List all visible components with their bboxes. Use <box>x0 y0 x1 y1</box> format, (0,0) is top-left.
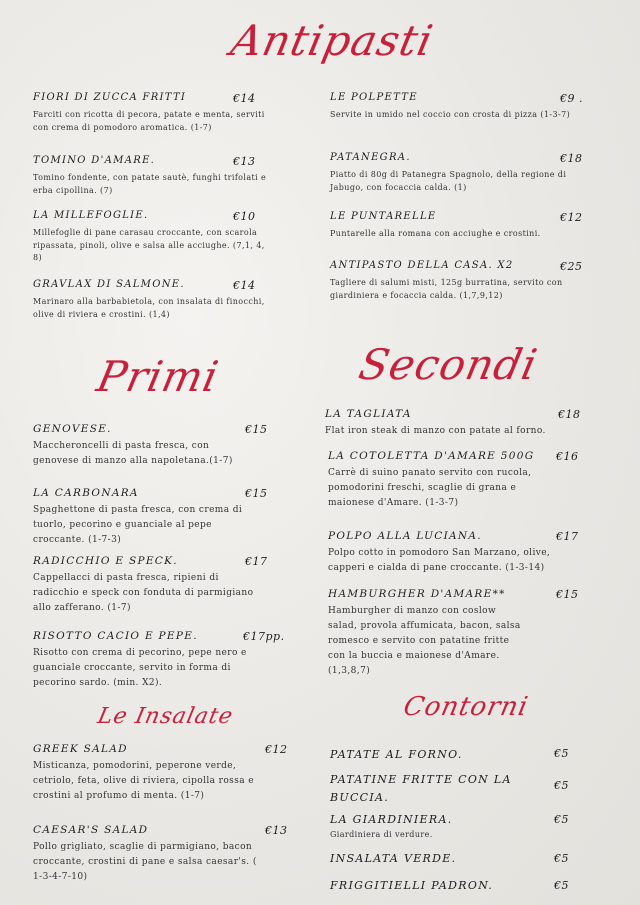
item-description: Giardiniera di verdure. <box>330 830 433 839</box>
item-name: TOMINO D'AMARE. <box>33 155 156 166</box>
item-name: GREEK SALAD <box>33 743 128 755</box>
menu-item-genovese <box>33 423 283 469</box>
menu-item-cotoletta <box>328 450 588 511</box>
menu-item-puntarelle <box>330 211 583 241</box>
item-name: LE POLPETTE <box>330 92 418 103</box>
item-description: Marinaro alla barbabietola, con insalata di finocchi, olive di riviera e crostini. (1,4) <box>33 297 265 319</box>
item-name: HAMBURGHER D'AMARE** <box>328 588 506 600</box>
item-name: PATATINE FRITTE CON LA BUCCIA. <box>330 773 512 804</box>
menu-item-giardiniera <box>330 811 590 842</box>
item-description: Tomino fondente, con patate sautè, funghi trifolati e erba cipollina. (7) <box>33 173 267 195</box>
item-price: €16 <box>556 450 579 463</box>
item-name: FIORI DI ZUCCA FRITTI <box>33 92 187 103</box>
menu-item-caesars-salad <box>33 824 293 885</box>
item-price: €5 <box>554 779 569 792</box>
menu-item-hamburgher <box>328 588 588 679</box>
item-price: €15 <box>556 588 579 601</box>
item-name: LA MILLEFOGLIE. <box>33 210 149 221</box>
item-description: Risotto con crema di pecorino, pepe nero e guanciale croccante, servito in forma di pecorino sardo. (min. X2). <box>33 648 247 688</box>
item-description: Piatto di 80g di Patanegra Spagnolo, della regione di Jabugo, con focaccia calda. (1) <box>330 170 567 192</box>
item-price: €25 <box>560 260 583 273</box>
item-name: INSALATA VERDE. <box>330 852 457 865</box>
menu-item-tagliata <box>325 408 585 439</box>
menu-item-insalata-verde <box>330 850 590 868</box>
item-price: €14 <box>233 279 256 292</box>
menu-item-greek-salad <box>33 743 293 804</box>
item-price: €5 <box>554 747 569 760</box>
menu-item-carbonara <box>33 487 283 548</box>
item-name: LA GIARDINIERA. <box>330 813 453 826</box>
insalate-title: Le Insalate <box>95 704 236 729</box>
item-description: Flat iron steak di manzo con patate al forno. <box>325 426 546 436</box>
menu-item-radicchio-speck <box>33 555 283 616</box>
item-price: €5 <box>554 879 569 892</box>
item-price: €14 <box>233 92 256 105</box>
item-price: €17 <box>245 555 268 568</box>
item-name: FRIGGITIELLI PADRON. <box>330 879 494 892</box>
item-name: ANTIPASTO DELLA CASA. X2 <box>330 260 514 271</box>
item-price: €15 <box>245 423 268 436</box>
item-price: €12 <box>265 743 288 756</box>
item-name: LE PUNTARELLE <box>330 211 437 222</box>
item-price: €10 <box>233 210 256 223</box>
item-description: Polpo cotto in pomodoro San Marzano, olive, capperi e cialda di pane croccante. (1-3-14) <box>328 548 551 573</box>
item-price: €17 <box>556 530 579 543</box>
item-price: €17pp. <box>243 630 285 643</box>
menu-item-patate-forno <box>330 746 590 764</box>
item-name: PATANEGRA. <box>330 152 411 163</box>
item-description: Puntarelle alla romana con acciughe e crostini. <box>330 229 541 238</box>
menu-item-polpo <box>328 530 588 576</box>
item-price: €15 <box>245 487 268 500</box>
item-description: Carrè di suino panato servito con rucola, pomodorini freschi, scaglie di grana e maionese d'Amare. (1-3-7) <box>328 468 532 508</box>
item-description: Millefoglie di pane carasau croccante, con scarola ripassata, pinoli, olive e salsa alle acciughe. (7,1, 4, 8) <box>33 228 265 262</box>
menu-item-polpette <box>330 92 583 122</box>
item-price: €5 <box>554 813 569 826</box>
item-price: €13 <box>265 824 288 837</box>
item-description: Hamburgher di manzo con coslow salad, provola affumicata, bacon, salsa romesco e servito con patatine fritte con la buccia e maionese d'Amare. (1,3,8,7) <box>328 606 521 676</box>
item-name: PATATE AL FORNO. <box>330 748 463 761</box>
item-price: €9 . <box>560 92 583 105</box>
item-name: POLPO ALLA LUCIANA. <box>328 530 482 542</box>
item-price: €5 <box>554 852 569 865</box>
menu-item-tomino <box>33 155 273 197</box>
item-name: LA COTOLETTA D'AMARE 500G <box>328 450 535 462</box>
item-description: Pollo grigliato, scaglie di parmigiano, bacon croccante, crostini di pane e salsa caesar's. ( 1-3-4-7-10) <box>33 842 257 882</box>
menu-item-patatine-fritte <box>330 771 590 807</box>
menu-item-risotto <box>33 630 283 691</box>
primi-title: Primi <box>92 352 224 401</box>
item-description: Spaghettone di pasta fresca, con crema di tuorlo, pecorino e guanciale al pepe croccante. (1-7-3) <box>33 505 243 545</box>
item-name: RADICCHIO E SPECK. <box>33 555 178 567</box>
item-name: GENOVESE. <box>33 423 112 435</box>
item-description: Servite in umido nel coccio con crosta di pizza (1-3-7) <box>330 110 571 119</box>
menu-item-antipasto-casa <box>330 260 583 302</box>
menu-item-patanegra <box>330 152 583 194</box>
item-price: €18 <box>560 152 583 165</box>
item-description: Cappellacci di pasta fresca, ripieni di radicchio e speck con fonduta di parmigiano allo zafferano. (1-7) <box>33 573 254 613</box>
item-name: LA CARBONARA <box>33 487 139 499</box>
item-description: Farciti con ricotta di pecora, patate e menta, serviti con crema di pomodoro aromatica. (1-7) <box>33 110 265 132</box>
item-price: €13 <box>233 155 256 168</box>
item-name: RISOTTO CACIO E PEPE. <box>33 630 198 642</box>
antipasti-title: Antipasti <box>226 16 438 65</box>
item-price: €18 <box>558 408 581 421</box>
item-description: Misticanza, pomodorini, peperone verde, cetriolo, feta, olive di riviera, cipolla rossa e crostini al profumo di menta. (1-7) <box>33 761 254 801</box>
secondi-title: Secondi <box>354 340 543 389</box>
contorni-title: Contorni <box>400 692 532 722</box>
item-name: LA TAGLIATA <box>325 408 412 420</box>
menu-item-fiori-di-zucca <box>33 92 273 134</box>
item-description: Maccheroncelli di pasta fresca, con genovese di manzo alla napoletana.(1-7) <box>33 441 233 466</box>
menu-item-gravlax <box>33 279 273 321</box>
item-name: GRAVLAX DI SALMONE. <box>33 279 185 290</box>
menu-item-millefoglie <box>33 210 273 265</box>
item-price: €12 <box>560 211 583 224</box>
menu-item-friggitielli <box>330 877 590 895</box>
item-name: CAESAR'S SALAD <box>33 824 149 836</box>
item-description: Tagliere di salumi misti, 125g burratina, servito con giardiniera e focaccia calda. (1,7,9,12) <box>330 278 563 300</box>
